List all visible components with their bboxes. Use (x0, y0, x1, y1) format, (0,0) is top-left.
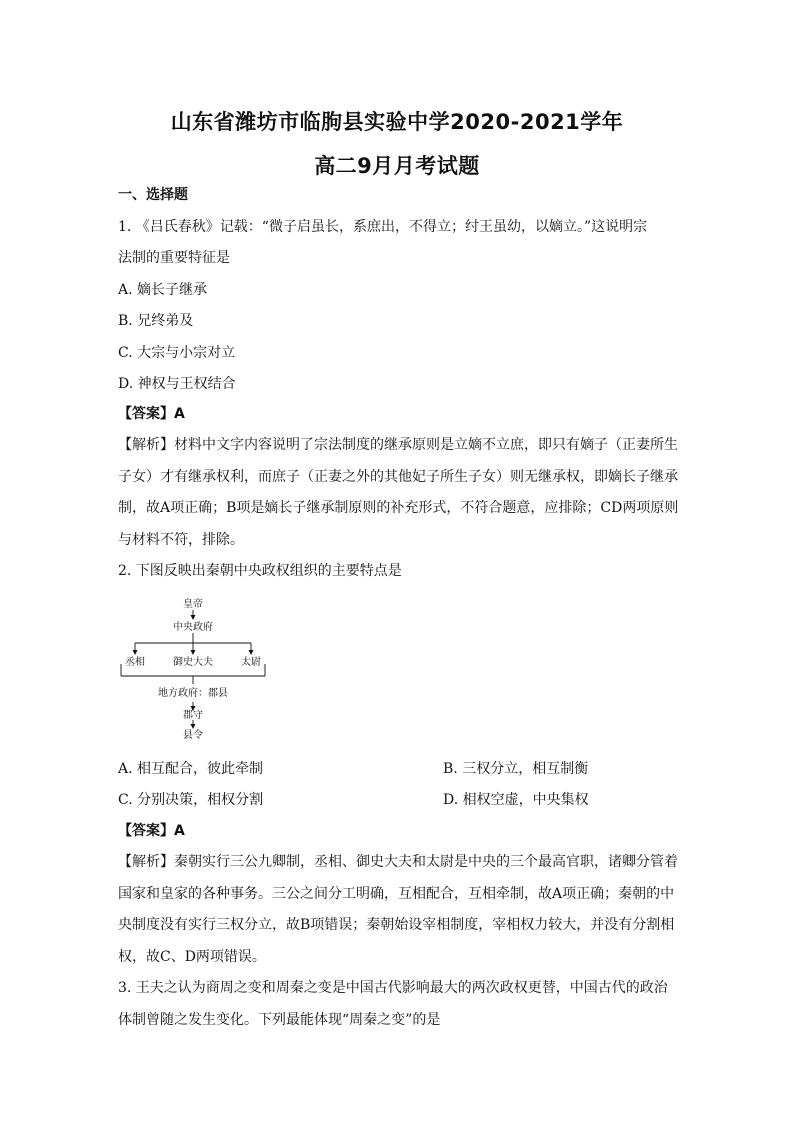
q3-stem-line1: 3. 王夫之认为商周之变和周秦之变是中国古代影响最大的两次政权更替，中国古代的政治 (118, 980, 668, 996)
q1-option-a: A. 嫡长子继承 (118, 282, 208, 298)
qin-government-diagram (113, 596, 273, 746)
q2-option-d: D. 相权空虚，中央集权 (443, 792, 589, 808)
node-prefect: 郡守 (183, 710, 203, 721)
section-heading: 一、选择题 (118, 187, 188, 203)
node-emperor: 皇帝 (183, 599, 203, 610)
q2-option-a: A. 相互配合，彼此牵制 (118, 761, 264, 777)
q2-answer: 【答案】A (118, 823, 185, 839)
q2-stem: 2. 下图反映出秦朝中央政权组织的主要特点是 (118, 563, 402, 579)
q1-answer: 【答案】A (118, 406, 185, 422)
node-commander: 太尉 (241, 657, 261, 668)
q2-explanation-line2: 国家和皇家的各种事务。三公之间分工明确，互相配合，互相牵制，故A项正确；秦朝的中 (118, 886, 675, 902)
q3-stem-line2: 体制曾随之发生变化。下列最能体现“周秦之变”的是 (118, 1012, 441, 1028)
q1-option-c: C. 大宗与小宗对立 (118, 345, 236, 361)
exam-title-line1: 山东省潍坊市临朐县实验中学2020-2021学年 (170, 110, 624, 134)
exam-title-line2: 高二9月月考试题 (314, 154, 480, 178)
q2-option-b: B. 三权分立，相互制衡 (443, 761, 589, 777)
q1-stem-line2: 法制的重要特征是 (118, 250, 230, 266)
node-central-government: 中央政府 (173, 622, 213, 633)
q2-explanation-line3: 央制度没有实行三权分立，故B项错误；秦朝始设宰相制度，宰相权力较大，并没有分割相 (118, 917, 675, 933)
q2-explanation-line1: 【解析】秦朝实行三公九卿制，丞相、御史大夫和太尉是中央的三个最高官职，诸卿分管着 (118, 854, 678, 870)
q2-explanation-line4: 权，故C、D两项错误。 (118, 949, 266, 965)
q2-option-c: C. 分别决策，相权分割 (118, 792, 264, 808)
node-local-government: 地方政府：郡县 (158, 688, 228, 699)
q1-explanation-line2: 子女）才有继承权利，而庶子（正妻之外的其他妃子所生子女）则无继承权，即嫡长子继承 (118, 469, 678, 485)
q1-explanation-line1: 【解析】材料中文字内容说明了宗法制度的继承原则是立嫡不立庶，即只有嫡子（正妻所生 (118, 437, 678, 453)
node-magistrate: 县令 (183, 730, 203, 741)
node-censor: 御史大夫 (173, 657, 213, 668)
q1-explanation-line4: 与材料不符，排除。 (118, 532, 244, 548)
q1-option-b: B. 兄终弟及 (118, 313, 194, 329)
q1-option-d: D. 神权与王权结合 (118, 376, 236, 392)
q1-explanation-line3: 制，故A项正确；B项是嫡长子继承制原则的补充形式，不符合题意，应排除；CD两项原则 (118, 500, 679, 516)
q1-stem-line1: 1. 《吕氏春秋》记载：“微子启虽长，系庶出，不得立；纣王虽幼，以嫡立。”这说明宗 (118, 219, 648, 235)
node-chancellor: 丞相 (125, 657, 145, 668)
